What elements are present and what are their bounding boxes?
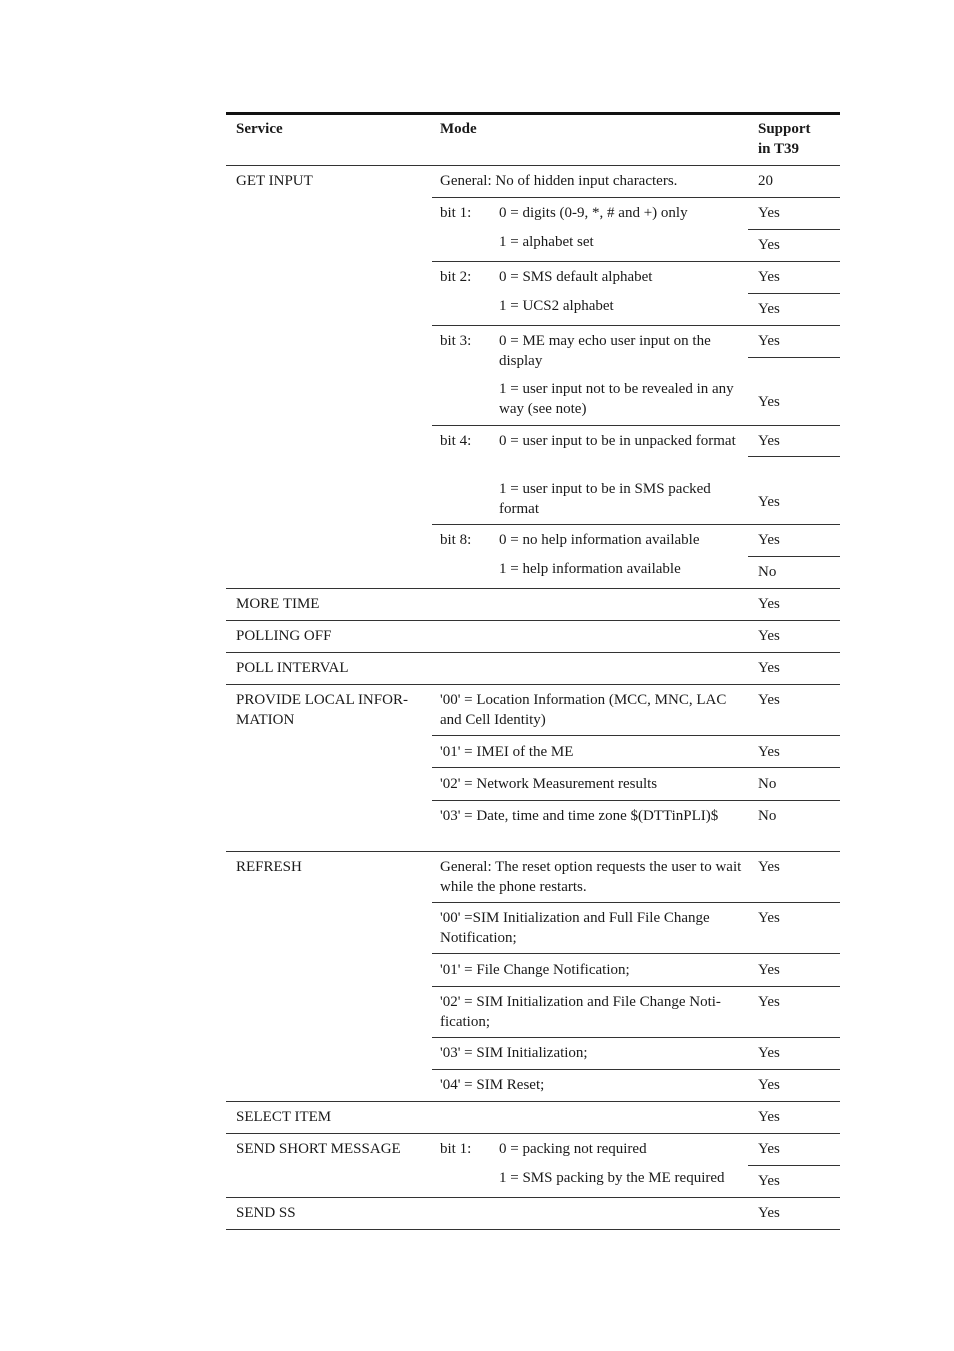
support-value: No <box>758 564 777 580</box>
support-value: Yes <box>758 596 780 612</box>
service-name: MORE TIME <box>236 596 320 612</box>
row-divider <box>226 851 840 852</box>
mode-text: '03' = SIM Initialization; <box>440 1045 588 1061</box>
mode-text: '03' = Date, time and time zone $(DTTinPLI)$ <box>440 808 719 824</box>
support-value: Yes <box>758 1173 780 1189</box>
mode-text: 1 = user input not to be revealed in any way (see note) <box>499 381 734 417</box>
table-top-rule <box>226 112 840 115</box>
row-divider <box>226 1229 840 1230</box>
row-divider <box>432 197 840 198</box>
row-divider <box>432 325 840 326</box>
support-value: Yes <box>758 269 780 285</box>
row-divider <box>432 767 840 768</box>
row-divider <box>432 261 840 262</box>
mode-text: 0 = user input to be in unpacked format <box>499 433 736 449</box>
service-name: GET INPUT <box>236 173 313 189</box>
mode-text: 1 = user input to be in SMS packed format <box>499 481 711 517</box>
mode-text: 1 = UCS2 alphabet <box>499 298 614 314</box>
row-divider <box>432 1037 840 1038</box>
support-value: No <box>758 808 777 824</box>
bit-label: bit 2: <box>440 269 472 285</box>
mode-text: '04' = SIM Reset; <box>440 1077 545 1093</box>
support-value: Yes <box>758 1109 780 1125</box>
row-divider <box>226 684 840 685</box>
service-name: PROVIDE LOCAL INFOR-MATION <box>236 692 408 728</box>
mode-text: General: No of hidden input characters. <box>440 173 678 189</box>
service-name: SEND SHORT MESSAGE <box>236 1141 401 1157</box>
support-value: Yes <box>758 910 780 926</box>
mode-text: '01' = IMEI of the ME <box>440 744 574 760</box>
mode-text: '02' = SIM Initialization and File Change Noti-fication; <box>440 994 721 1030</box>
mode-text: 1 = SMS packing by the ME required <box>499 1170 725 1186</box>
mode-text: 0 = no help information available <box>499 532 700 548</box>
row-divider <box>748 357 840 358</box>
support-value: Yes <box>758 1141 780 1157</box>
bit-label: bit 3: <box>440 333 472 349</box>
row-divider <box>432 425 840 426</box>
support-value: Yes <box>758 333 780 349</box>
mode-text: 1 = alphabet set <box>499 234 594 250</box>
row-divider <box>748 229 840 230</box>
row-divider <box>226 1133 840 1134</box>
support-value: Yes <box>758 394 780 410</box>
row-divider <box>432 953 840 954</box>
support-value: Yes <box>758 692 780 708</box>
row-divider <box>432 735 840 736</box>
row-divider <box>432 1069 840 1070</box>
support-value: Yes <box>758 494 780 510</box>
support-value: Yes <box>758 301 780 317</box>
service-name: POLL INTERVAL <box>236 660 349 676</box>
row-divider <box>748 293 840 294</box>
header-service: Service <box>236 121 283 137</box>
support-value: Yes <box>758 994 780 1010</box>
header-support: Support in T39 <box>758 121 811 157</box>
row-divider <box>226 588 840 589</box>
header-mode: Mode <box>440 121 477 137</box>
support-value: Yes <box>758 1045 780 1061</box>
row-divider <box>748 1165 840 1166</box>
support-value: Yes <box>758 859 780 875</box>
service-name: SELECT ITEM <box>236 1109 332 1125</box>
row-divider <box>432 902 840 903</box>
row-divider <box>748 556 840 557</box>
row-divider <box>226 165 840 166</box>
mode-text: '02' = Network Measurement results <box>440 776 658 792</box>
row-divider <box>432 986 840 987</box>
row-divider <box>432 800 840 801</box>
service-name: REFRESH <box>236 859 302 875</box>
mode-text: '01' = File Change Notification; <box>440 962 630 978</box>
support-value: Yes <box>758 962 780 978</box>
bit-label: bit 8: <box>440 532 472 548</box>
mode-text: 0 = ME may echo user input on the display <box>499 333 711 369</box>
support-value: Yes <box>758 433 780 449</box>
service-name: SEND SS <box>236 1205 296 1221</box>
support-value: Yes <box>758 1077 780 1093</box>
row-divider <box>226 1101 840 1102</box>
bit-label: bit 4: <box>440 433 472 449</box>
mode-text: 0 = digits (0-9, *, # and +) only <box>499 205 688 221</box>
mode-text: 1 = help information available <box>499 561 681 577</box>
mode-text: '00' = Location Information (MCC, MNC, LAC and Cell Identity) <box>440 692 727 728</box>
row-divider <box>226 620 840 621</box>
mode-text: '00' =SIM Initialization and Full File Change Notification; <box>440 910 710 946</box>
support-value: Yes <box>758 205 780 221</box>
bit-label: bit 1: <box>440 205 472 221</box>
support-value: No <box>758 776 777 792</box>
mode-text: General: The reset option requests the user to wait while the phone restarts. <box>440 859 742 895</box>
mode-text: 0 = SMS default alphabet <box>499 269 653 285</box>
mode-text: 0 = packing not required <box>499 1141 647 1157</box>
service-name: POLLING OFF <box>236 628 332 644</box>
row-divider <box>748 456 840 457</box>
row-divider <box>432 524 840 525</box>
bit-label: bit 1: <box>440 1141 472 1157</box>
support-value: Yes <box>758 628 780 644</box>
support-value: 20 <box>758 173 773 189</box>
row-divider <box>226 1197 840 1198</box>
row-divider <box>226 652 840 653</box>
support-value: Yes <box>758 532 780 548</box>
support-value: Yes <box>758 660 780 676</box>
support-value: Yes <box>758 1205 780 1221</box>
support-value: Yes <box>758 744 780 760</box>
support-value: Yes <box>758 237 780 253</box>
